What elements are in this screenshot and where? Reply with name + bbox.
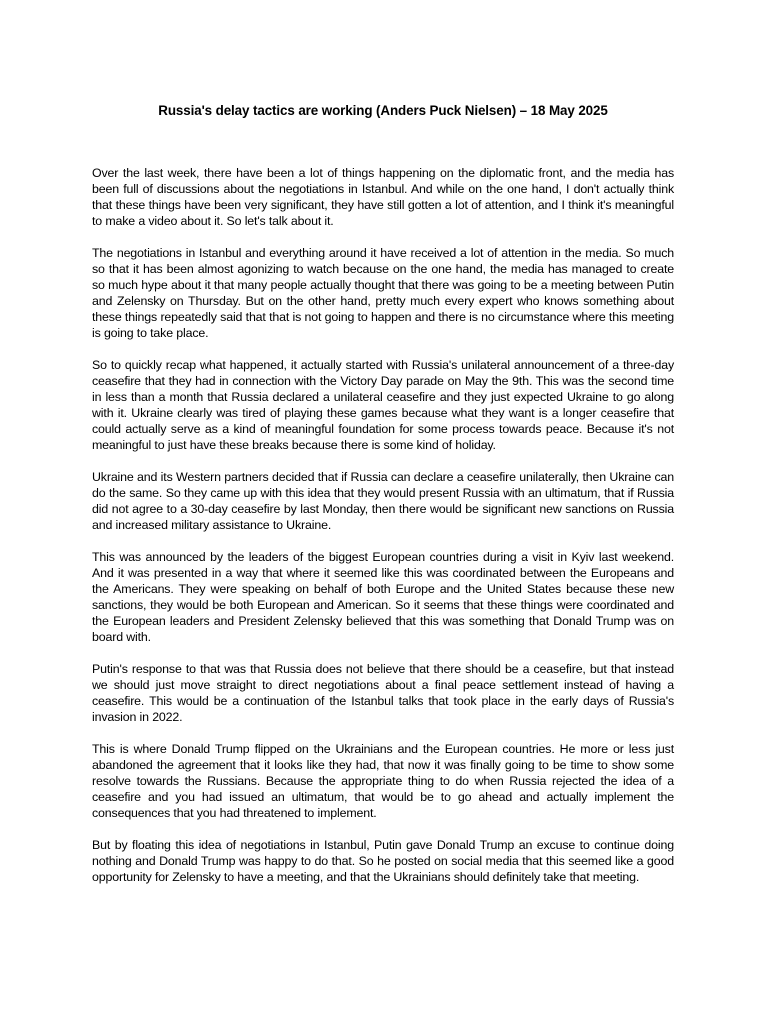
paragraph-3: So to quickly recap what happened, it actually started with Russia's unilateral announcement of a three-day ceasefire that they had in connection with the Victory Day parade on May the 9th. This was the second time in less than a month that Russia declared a unilateral ceasefire and they just expected Ukraine to go along with it. Ukraine clearly was tired of playing these games because what they want is a longer ceasefire that could actually serve as a kind of meaningful foundation for some process towards peace. Because it's not meaningful to just have these breaks because there is some kind of holiday. (92, 358, 674, 452)
paragraph-2: The negotiations in Istanbul and everything around it have received a lot of attention in the media. So much so that it has been almost agonizing to watch because on the one hand, the media has managed to create so much hype about it that many people actually thought that there was going to be a meeting between Putin and Zelensky on Thursday. But on the other hand, pretty much every expert who knows something about these things repeatedly said that that is not going to happen and there is no circumstance where this meeting is going to take place. (92, 246, 674, 340)
paragraph-5: This was announced by the leaders of the biggest European countries during a visit in Kyiv last weekend. And it was presented in a way that where it seemed like this was coordinated between the Europeans and the Americans. They were speaking on behalf of both Europe and the United States because these new sanctions, they would be both European and American. So it seems that these things were coordinated and the European leaders and President Zelensky believed that this was something that Donald Trump was on board with. (92, 550, 674, 644)
paragraph-8: But by floating this idea of negotiations in Istanbul, Putin gave Donald Trump an excuse to continue doing nothing and Donald Trump was happy to do that. So he posted on social media that this seemed like a good opportunity for Zelensky to have a meeting, and that the Ukrainians should definitely take that meeting. (92, 838, 674, 884)
document-title: Russia's delay tactics are working (Anders Puck Nielsen) – 18 May 2025 (158, 103, 608, 118)
paragraph-4: Ukraine and its Western partners decided that if Russia can declare a ceasefire unilaterally, then Ukraine can do the same. So they came up with this idea that they would present Russia with an ultimatum, that if Russia did not agree to a 30-day ceasefire by last Monday, then there would be significant new sanctions on Russia and increased military assistance to Ukraine. (92, 470, 674, 532)
paragraph-7: This is where Donald Trump flipped on the Ukrainians and the European countries. He more or less just abandoned the agreement that it looks like they had, that now it was finally going to be time to show some resolve towards the Russians. Because the appropriate thing to do when Russia rejected the idea of a ceasefire and you had issued an ultimatum, that would be to go ahead and actually implement the consequences that you had threatened to implement. (92, 742, 674, 820)
paragraph-6: Putin's response to that was that Russia does not believe that there should be a ceasefire, but that instead we should just move straight to direct negotiations about a final peace settlement instead of having a ceasefire. This would be a continuation of the Istanbul talks that took place in the early days of Russia's invasion in 2022. (92, 662, 674, 724)
paragraph-1: Over the last week, there have been a lot of things happening on the diplomatic front, and the media has been full of discussions about the negotiations in Istanbul. And while on the one hand, I don't actually think that these things have been very significant, they have still gotten a lot of attention, and I think it's meaningful to make a video about it. So let's talk about it. (92, 166, 674, 228)
document-body (92, 165, 674, 901)
